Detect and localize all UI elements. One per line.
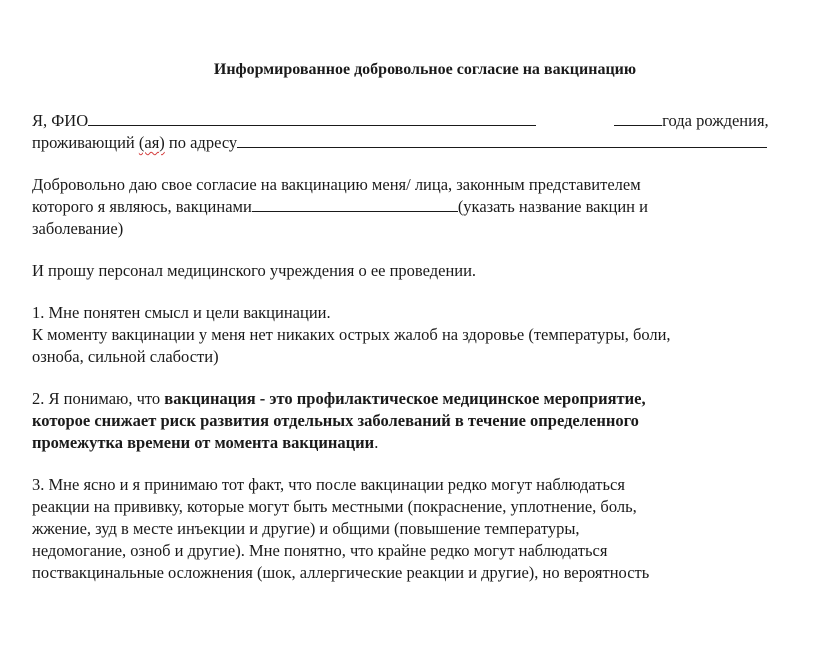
consent-line-2-suffix: (указать название вакцин и <box>457 197 648 216</box>
vaccine-name-blank <box>252 196 458 212</box>
item-1-paragraph <box>32 302 812 368</box>
consent-line-3: заболевание) <box>32 219 124 238</box>
item-2-end: . <box>374 433 379 452</box>
item-2-bold-line-1: вакцинация - это профилактическое медицинское мероприятие, <box>164 389 646 408</box>
request-paragraph: И прошу персонал медицинского учреждения о ее проведении. <box>32 261 477 280</box>
fio-blank <box>88 110 536 126</box>
address-label: по адресу <box>164 133 238 152</box>
gender-ending: (ая) <box>138 133 165 152</box>
item-3-line-3: жжение, зуд в месте инъекции и другие) и общими (повышение температуры, <box>32 519 580 538</box>
address-blank <box>237 132 767 148</box>
address-line <box>32 132 812 154</box>
birth-year-blank <box>614 110 662 126</box>
consent-line-2-prefix: которого я являюсь, вакцинами <box>32 197 252 216</box>
item-1-line-3: озноба, сильной слабости) <box>32 347 219 366</box>
item-2-bold-line-3: промежутка времени от момента вакцинации <box>32 433 375 452</box>
item-3-line-5: поствакцинальные осложнения (шок, аллергические реакции и другие), но вероятность <box>32 563 650 582</box>
item-1-line-1: 1. Мне понятен смысл и цели вакцинации. <box>32 303 331 322</box>
item-3-line-4: недомогание, озноб и другие). Мне понятно, что крайне редко могут наблюдаться <box>32 541 608 560</box>
item-1-line-2: К моменту вакцинации у меня нет никаких острых жалоб на здоровье (температуры, боли, <box>32 325 671 344</box>
item-3-line-1: 3. Мне ясно и я принимаю тот факт, что после вакцинации редко могут наблюдаться <box>32 475 625 494</box>
item-3-paragraph <box>32 474 812 584</box>
consent-paragraph <box>32 174 812 240</box>
address-prefix: проживающий <box>32 133 139 152</box>
item-3-line-2: реакции на прививку, которые могут быть местными (покраснение, уплотнение, боль, <box>32 497 637 516</box>
document-content <box>32 60 812 612</box>
consent-line-1: Добровольно даю свое согласие на вакцинацию меня/ лица, законным представителем <box>32 175 641 194</box>
item-2-prefix: 2. Я понимаю, что <box>32 389 165 408</box>
item-2-paragraph <box>32 388 812 454</box>
item-2-bold-line-2: которое снижает риск развития отдельных заболеваний в течение определенного <box>32 411 639 430</box>
fio-line <box>32 110 812 132</box>
fio-label: Я, ФИО <box>32 111 89 130</box>
document-title: Информированное добровольное согласие на вакцинацию <box>213 61 637 78</box>
birth-year-label: года рождения, <box>662 111 769 130</box>
